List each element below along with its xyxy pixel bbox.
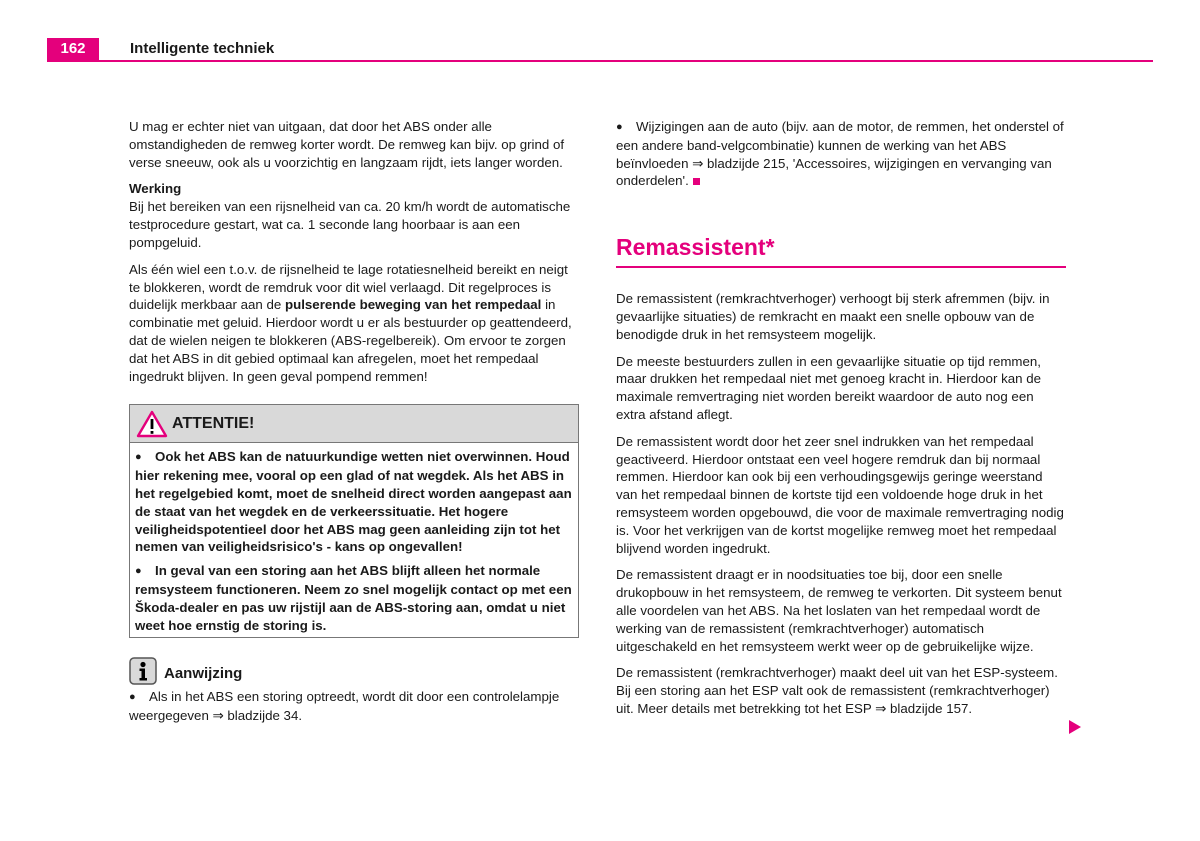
bullet-icon: ● [129, 691, 136, 704]
werking-text-b: in combinatie met geluid. Hierdoor wordt u er als bestuurder op geattendeerd, dat de wielen neigen te blokkeren (ABS-regelbereik). Om ervoor te zorgen dat het ABS in dit gebied optimaal kan afregelen, moet het rempedaal ingedrukt blijven. In geen geval pompend remmen! [129, 297, 572, 384]
werking-text-a: Als één wiel een t.o.v. de rijsnelheid te lage rotatiesnelheid bereikt en neigt te blokkeren, wordt de remdruk voor dit wiel verlaagd. Dit regelproces is duidelijk merkbaar aan de [129, 261, 568, 313]
warning-header [130, 405, 578, 443]
abs-modification-text: Wijzigingen aan de auto (bijv. aan de motor, de remmen, het onderstel of een andere band-velgcombinatie) kunnen de werking van het ABS beïnvloeden ⇒ bladzijde 215, 'Accessoires, wijzigingen en vervanging van onderdelen'. [616, 119, 1064, 189]
left-column [129, 118, 579, 725]
note-item-1 [129, 688, 579, 725]
chapter-title: Intelligente techniek [130, 40, 275, 57]
section-title: Remassistent* [616, 234, 775, 261]
warning-item-1-text: Ook het ABS kan de natuurkundige wetten niet overwinnen. Houd hier rekening mee, vooral op een glad of nat wegdek. Als het ABS in het regelgebied komt, moet de snelheid direct worden aangepast aan de staat van het wegdek en de verkeerssituatie. Het hogere veiligheidspotentieel door het ABS mag geen aanleiding zijn tot het nemen van veiligheidsrisico's - kans op ongevallen! [135, 449, 572, 555]
note-title: Aanwijzing [164, 665, 243, 683]
right-column [616, 118, 1066, 718]
page-header [47, 38, 1153, 62]
header-rule [47, 60, 1153, 62]
werking-heading: Werking [129, 181, 182, 197]
remassistent-paragraph-2: De meeste bestuurders zullen in een gevaarlijke situatie op tijd remmen, maar drukken het rempedaal niet met genoeg kracht in. Hierdoor kan de maximale remvertraging niet worden bereikt waardoor de auto nog een extra afstand aflegt. [616, 353, 1042, 422]
note-header [129, 657, 579, 685]
warning-title: ATTENTIE! [172, 415, 255, 433]
section-rule [616, 266, 1066, 268]
warning-item-2 [135, 562, 572, 634]
warning-triangle-icon [136, 410, 168, 438]
warning-item-2-text: In geval van een storing aan het ABS blijft alleen het normale remsysteem functioneren. Neem zo snel mogelijk contact op met een Škoda-dealer en pas uw rijstijl aan de ABS-storing aan, omdat u niet weet hoe ernstig de storing is. [135, 563, 572, 633]
page-number: 162 [47, 38, 99, 60]
remassistent-paragraph-3: De remassistent wordt door het zeer snel indrukken van het rempedaal geactiveerd. Hierdoor ontstaat een veel hogere remdruk dan bij normaal remmen. Hierdoor kan ook bij een verhoudingsgewijs geringe weerstand van het rempedaal binnen de kortste tijd een voldoende hoge druk in het remsysteem worden opgebouwd, die voor de maximale remvertraging nodig is. Voor het verkrijgen van de kortst mogelijke remweg moet het rempedaal blijvend worden ingedrukt. [616, 433, 1064, 556]
bullet-icon: ● [616, 121, 623, 133]
warning-box [129, 404, 579, 638]
remassistent-paragraph-5: De remassistent (remkrachtverhoger) maakt deel uit van het ESP-systeem. Bij een storing aan het ESP valt ook de remassistent (remkrachtverhoger) uit. Meer details met betrekking tot het ESP ⇒ bladzijde 157. [616, 665, 1058, 716]
warning-item-1 [135, 448, 572, 556]
werking-text-bold: pulserende beweging van het rempedaal [284, 297, 542, 313]
warning-body [130, 443, 578, 637]
note-item-1-text: Als in het ABS een storing optreedt, wordt dit door een controlelampje weergegeven ⇒ bladzijde 34. [129, 689, 560, 724]
abs-modification-bullet [616, 118, 1066, 190]
remassistent-paragraph-4: De remassistent draagt er in noodsituaties toe bij, door een snelle drukopbouw in het remsysteem, de remweg te verkorten. Dit systeem benut alle voordelen van het ABS. Na het loslaten van het rempedaal wordt de werking van de remassistent (remkrachtverhoger) automatisch uitgeschakeld en het remsysteem werkt weer op de gebruikelijke wijze. [616, 567, 1062, 654]
continue-arrow-icon [1069, 720, 1081, 734]
bullet-icon: ● [135, 451, 142, 464]
info-icon [129, 657, 157, 685]
bullet-icon: ● [135, 565, 142, 578]
werking-paragraph-2 [129, 261, 579, 386]
end-of-section-icon [693, 178, 700, 185]
intro-paragraph: U mag er echter niet van uitgaan, dat door het ABS onder alle omstandigheden de remweg korter wordt. De remweg kan bijv. op grind of verse sneeuw, ook als u voorzichtig en langzaam rijdt, iets langer worden. [129, 119, 565, 170]
werking-paragraph-1: Bij het bereiken van een rijsnelheid van ca. 20 km/h wordt de automatische testprocedure gestart, wat ca. 1 seconde lang hoorbaar is aan een pompgeluid. [129, 199, 571, 250]
remassistent-paragraph-1: De remassistent (remkrachtverhoger) verhoogt bij sterk afremmen (bijv. in gevaarlijke situaties) de remkracht en maakt een snelle opbouw van de benodigde druk in het remsysteem mogelijk. [616, 291, 1050, 342]
